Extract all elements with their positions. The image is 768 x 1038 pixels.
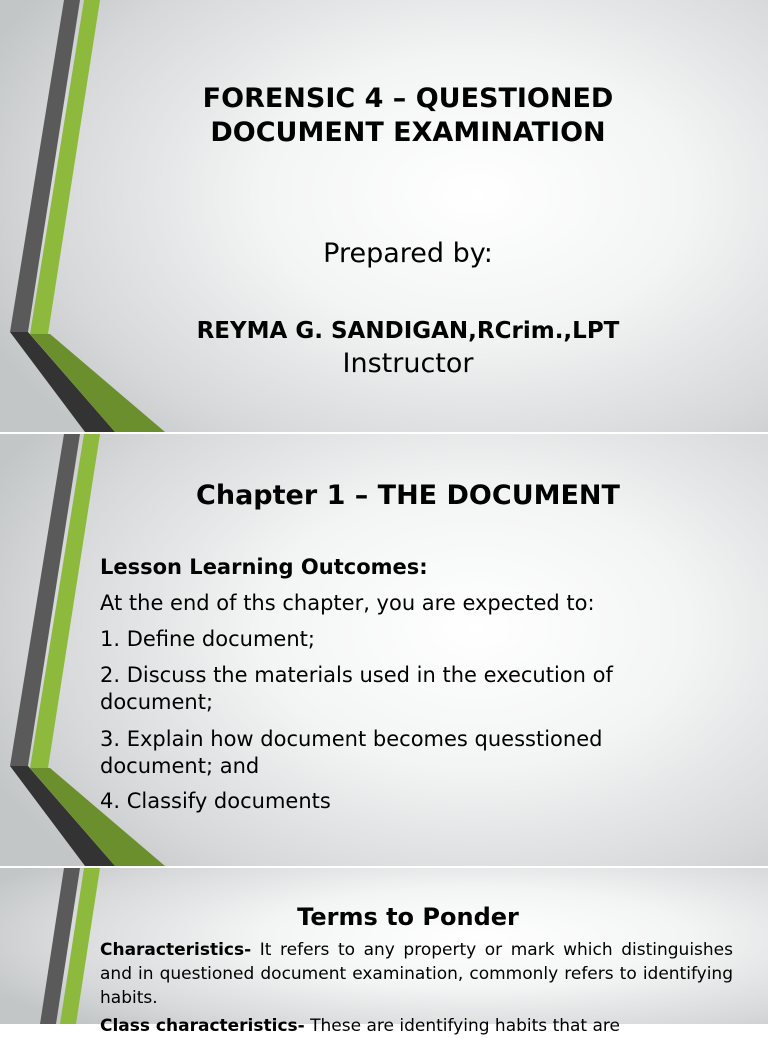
- author-role: Instructor: [342, 348, 474, 379]
- outcomes-intro: At the end of ths chapter, you are expected to:: [100, 591, 595, 615]
- slide-2: [0, 434, 768, 866]
- prepared-by-label: Prepared by:: [323, 238, 493, 269]
- title-line-1: FORENSIC 4 – QUESTIONED: [202, 83, 614, 114]
- outcome-item-1: 1. Define document;: [100, 627, 315, 651]
- term-paragraph-2: [100, 1014, 733, 1038]
- term-label: Class characteristics-: [100, 1016, 305, 1036]
- term-definition: These are identifying habits that are: [304, 1016, 620, 1036]
- outcomes-heading: Lesson Learning Outcomes:: [100, 555, 428, 579]
- presentation-title: [80, 82, 736, 150]
- slide-3: [0, 868, 768, 1036]
- outcome-item-3: 3. Explain how document becomes quesstioned document; and: [100, 727, 603, 778]
- title-line-2: DOCUMENT EXAMINATION: [210, 117, 606, 148]
- outcome-item-2: 2. Discuss the materials used in the execution of document;: [100, 663, 613, 714]
- author-name: REYMA G. SANDIGAN,RCrim.,LPT: [196, 318, 620, 344]
- slide-1: [0, 0, 768, 432]
- term-paragraph-1: [100, 938, 733, 1010]
- term-label: Characteristics-: [100, 940, 252, 960]
- terms-title: Terms to Ponder: [297, 903, 519, 931]
- term-definition: It refers to any property or mark which distinguishes and in questioned document examination, commonly refers to identifying habits.: [100, 940, 733, 1008]
- outcome-item-4: 4. Classify documents: [100, 789, 331, 813]
- chapter-title: Chapter 1 – THE DOCUMENT: [196, 480, 620, 511]
